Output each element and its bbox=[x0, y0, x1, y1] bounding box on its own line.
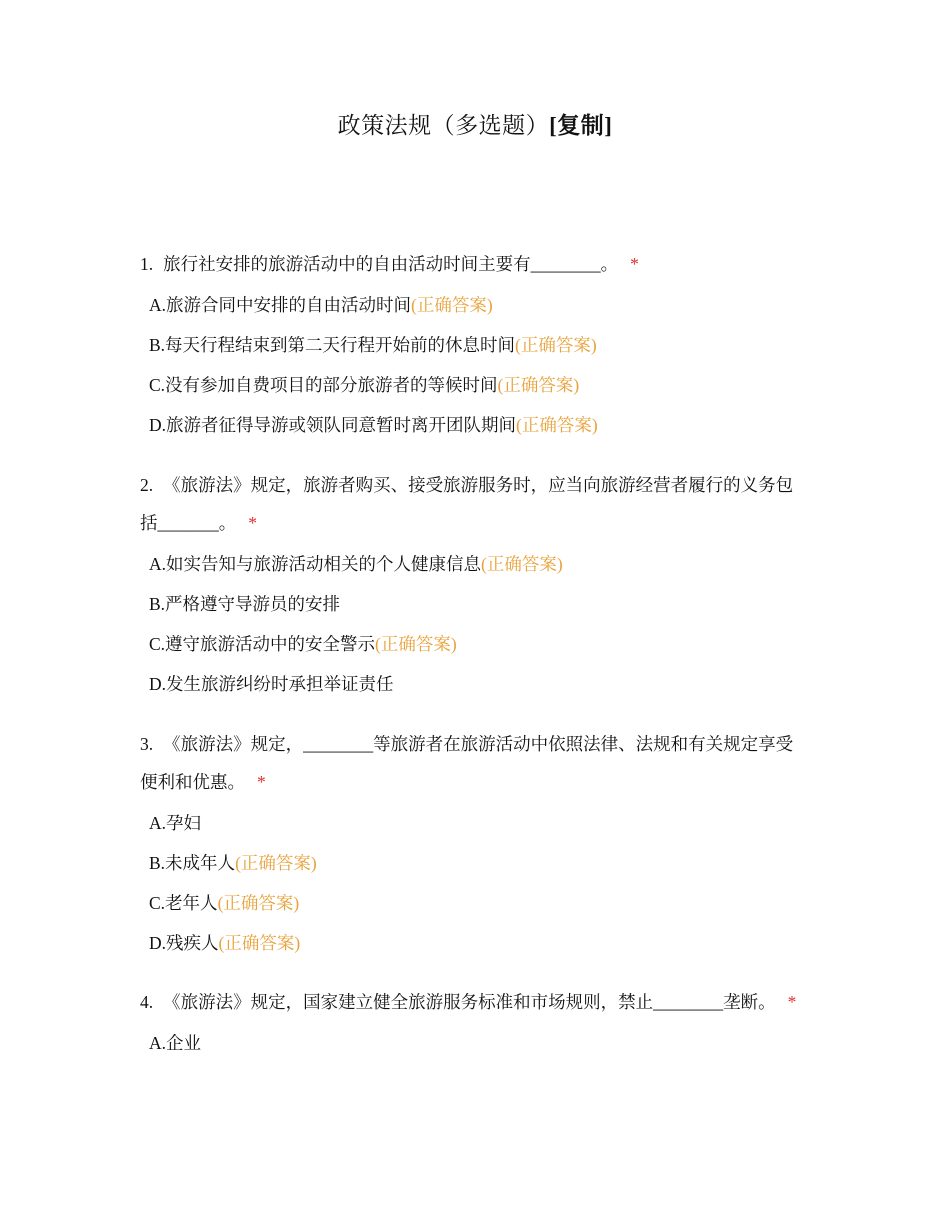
option-d bbox=[140, 923, 810, 963]
question-number: 3. bbox=[140, 734, 154, 754]
required-mark: * bbox=[248, 513, 257, 533]
option-c bbox=[140, 883, 810, 923]
option-text: B.未成年人 bbox=[149, 853, 236, 873]
question-prompt: 旅行社安排的旅游活动中的自由活动时间主要有________。 bbox=[163, 254, 619, 274]
option-list bbox=[140, 1023, 810, 1063]
question-text bbox=[140, 466, 810, 542]
question-4 bbox=[140, 983, 810, 1063]
option-a bbox=[140, 285, 810, 325]
option-text: A.企业 bbox=[149, 1033, 202, 1053]
option-text: A.如实告知与旅游活动相关的个人健康信息 bbox=[149, 554, 482, 574]
option-text: C.老年人 bbox=[149, 893, 218, 913]
correct-answer-tag: (正确答案) bbox=[481, 554, 563, 574]
option-d bbox=[140, 664, 810, 704]
required-mark: * bbox=[630, 254, 639, 274]
option-text: C.遵守旅游活动中的安全警示 bbox=[149, 634, 376, 654]
option-text: A.旅游合同中安排的自由活动时间 bbox=[149, 295, 412, 315]
question-number: 1. bbox=[140, 254, 154, 274]
option-list bbox=[140, 544, 810, 704]
question-prompt: 《旅游法》规定，国家建立健全旅游服务标准和市场规则，禁止________垄断。 bbox=[163, 992, 776, 1012]
option-text: D.发生旅游纠纷时承担举证责任 bbox=[149, 674, 394, 694]
question-text bbox=[140, 983, 810, 1021]
option-text: C.没有参加自费项目的部分旅游者的等候时间 bbox=[149, 375, 498, 395]
correct-answer-tag: (正确答案) bbox=[516, 415, 598, 435]
correct-answer-tag: (正确答案) bbox=[235, 853, 317, 873]
option-d bbox=[140, 405, 810, 445]
question-1 bbox=[140, 245, 810, 445]
option-c bbox=[140, 624, 810, 664]
option-text: D.残疾人 bbox=[149, 933, 219, 953]
question-text bbox=[140, 725, 810, 801]
correct-answer-tag: (正确答案) bbox=[375, 634, 457, 654]
option-b bbox=[140, 325, 810, 365]
option-b bbox=[140, 584, 810, 624]
option-list bbox=[140, 285, 810, 445]
question-number: 4. bbox=[140, 992, 154, 1012]
required-mark: * bbox=[787, 992, 797, 1012]
option-text: A.孕妇 bbox=[149, 813, 202, 833]
title-suffix: [复制] bbox=[549, 113, 613, 138]
page-title bbox=[0, 110, 950, 142]
correct-answer-tag: (正确答案) bbox=[515, 335, 597, 355]
option-a bbox=[140, 1023, 810, 1063]
option-text: B.每天行程结束到第二天行程开始前的休息时间 bbox=[149, 335, 516, 355]
correct-answer-tag: (正确答案) bbox=[217, 893, 300, 913]
question-text bbox=[140, 245, 810, 283]
option-b bbox=[140, 843, 810, 883]
question-prompt: 《旅游法》规定，________等旅游者在旅游活动中依照法律、法规和有关规定享受便利和优惠。 bbox=[140, 734, 794, 792]
option-list bbox=[140, 803, 810, 963]
option-a bbox=[140, 544, 810, 584]
question-3 bbox=[140, 725, 810, 963]
option-text: D.旅游者征得导游或领队同意暂时离开团队期间 bbox=[149, 415, 517, 435]
question-prompt: 《旅游法》规定，旅游者购买、接受旅游服务时，应当向旅游经营者履行的义务包括_______。 bbox=[140, 475, 794, 533]
option-a bbox=[140, 803, 810, 843]
correct-answer-tag: (正确答案) bbox=[497, 375, 580, 395]
question-number: 2. bbox=[140, 475, 154, 495]
correct-answer-tag: (正确答案) bbox=[218, 933, 301, 953]
correct-answer-tag: (正确答案) bbox=[411, 295, 493, 315]
option-text: B.严格遵守导游员的安排 bbox=[149, 594, 341, 614]
required-mark: * bbox=[257, 772, 266, 792]
question-2 bbox=[140, 466, 810, 704]
title-main: 政策法规（多选题） bbox=[337, 113, 550, 138]
option-c bbox=[140, 365, 810, 405]
